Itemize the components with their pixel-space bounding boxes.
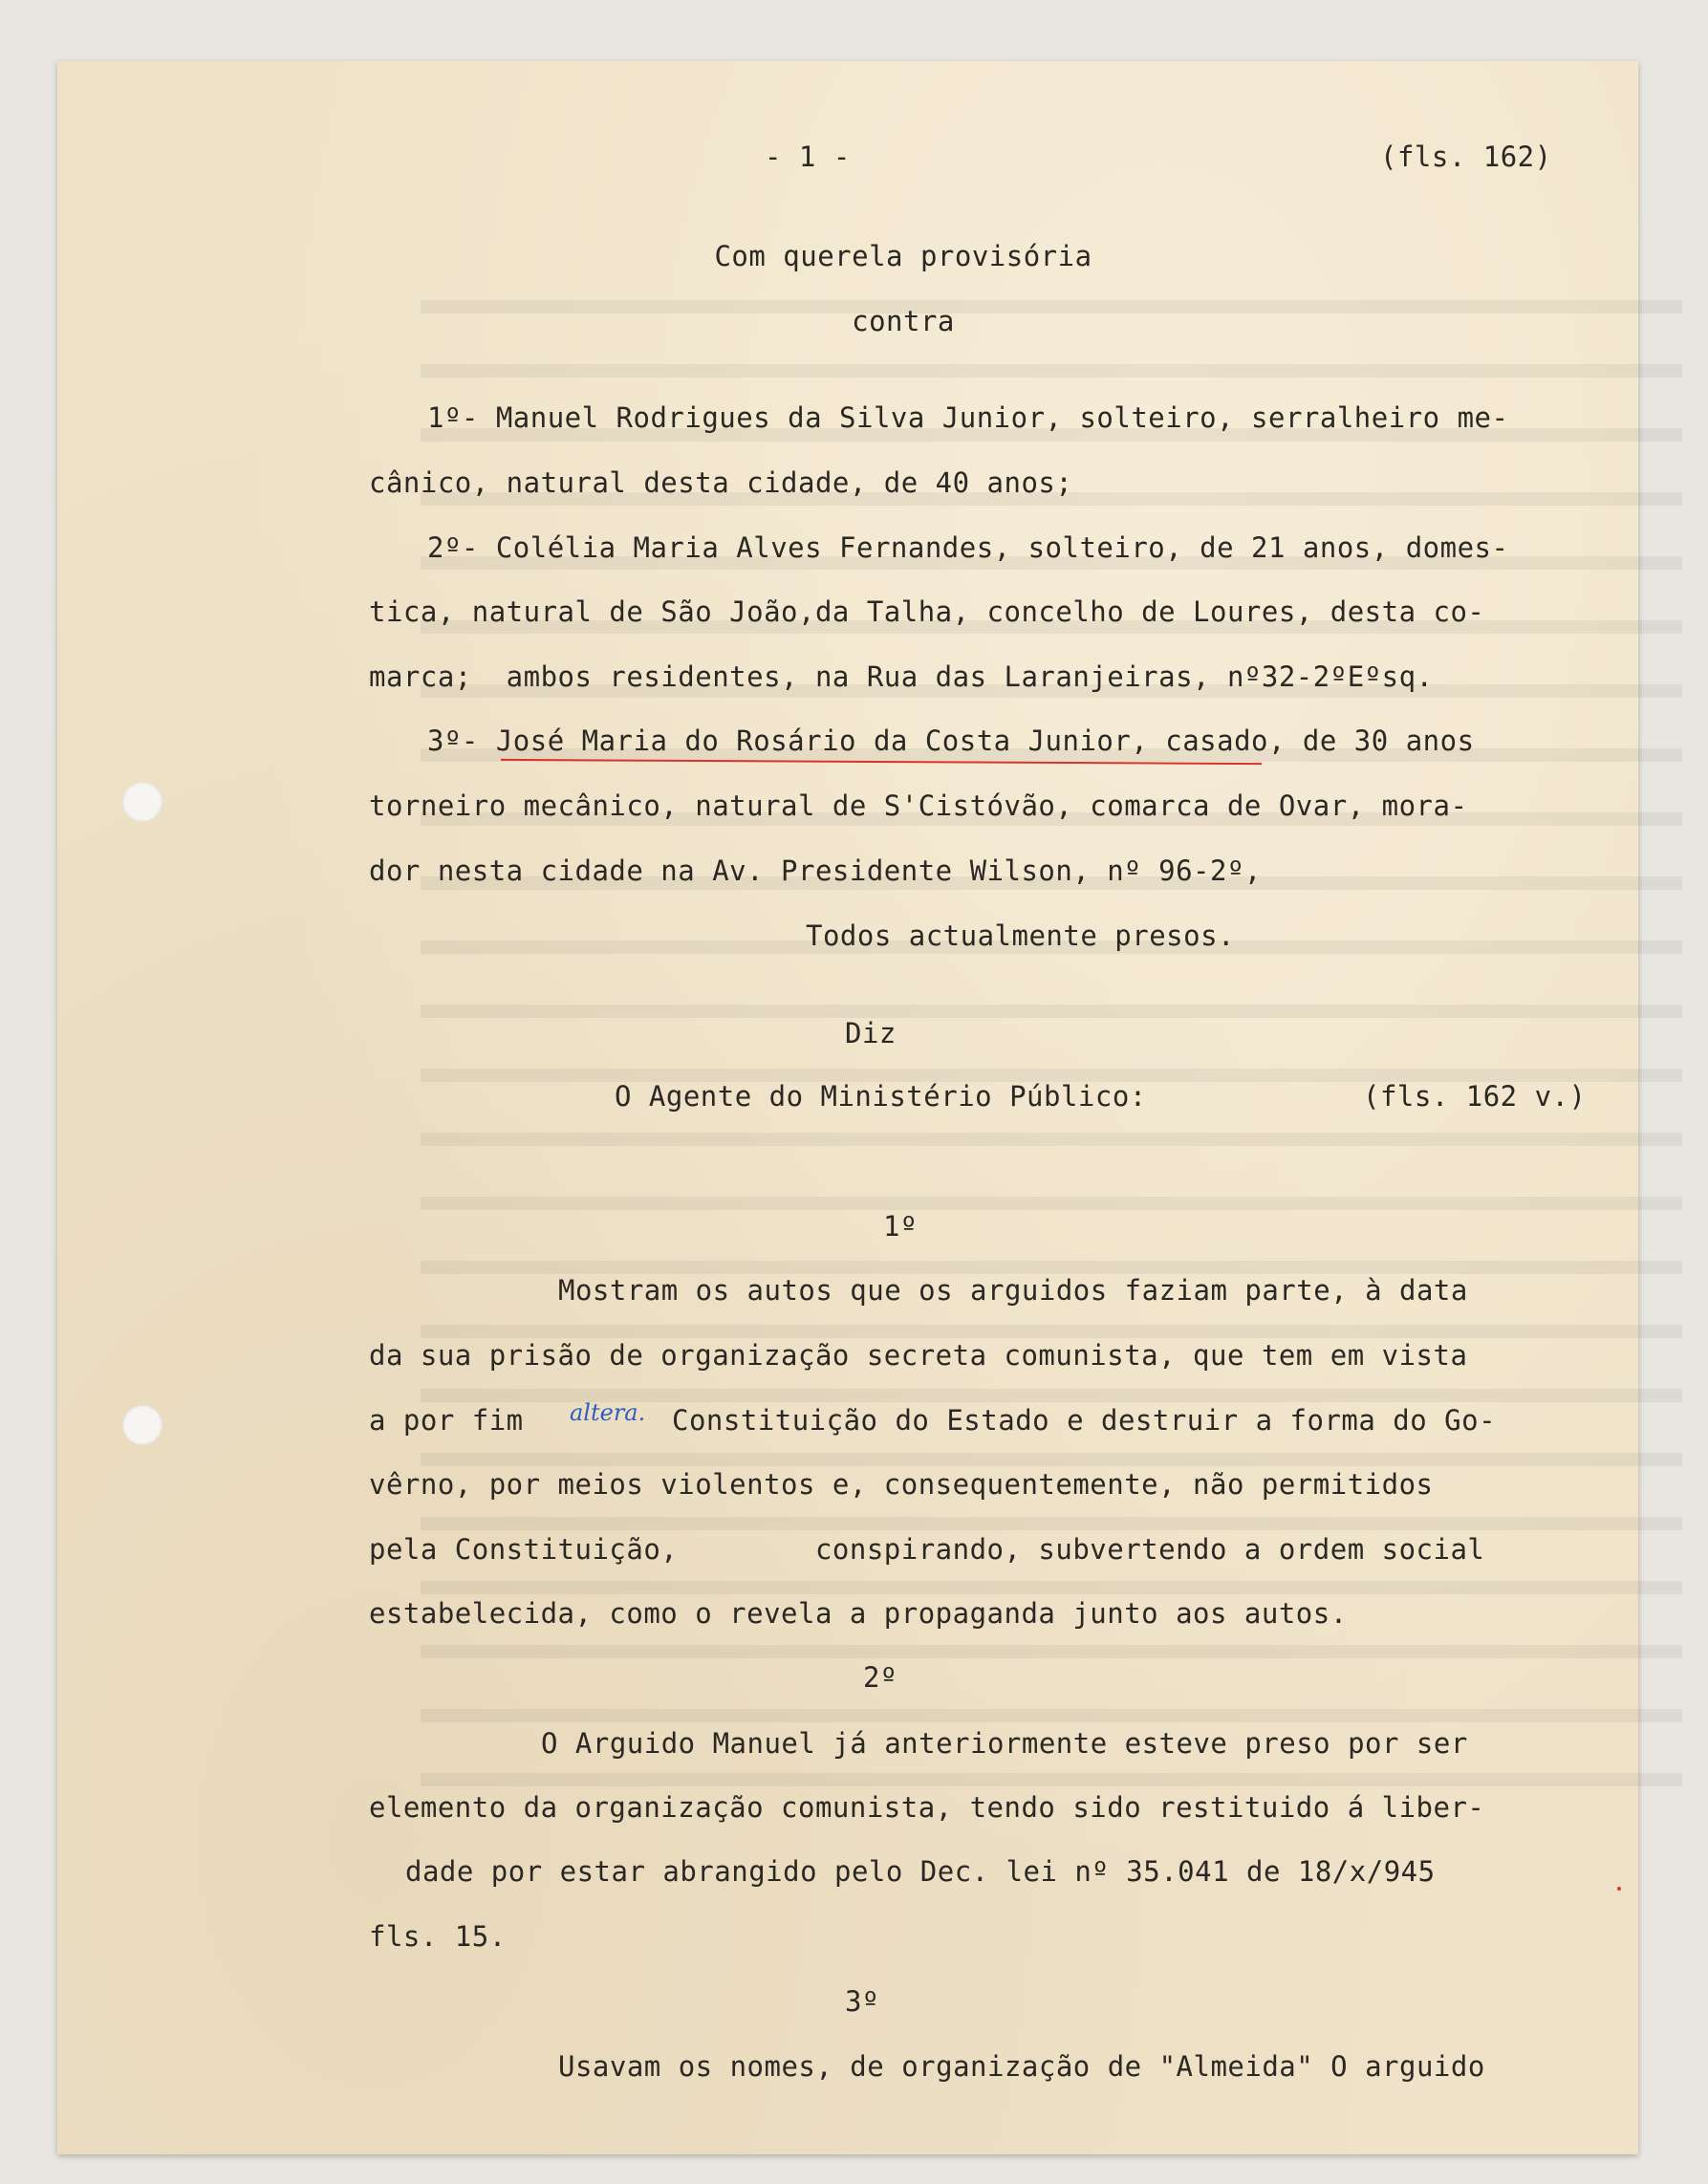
agent-line: O Agente do Ministério Público: — [615, 1080, 1147, 1113]
section-1-number: 1º — [883, 1210, 918, 1243]
red-mark — [1617, 1887, 1621, 1891]
section-2-line-1: O Arguido Manuel já anteriormente esteve preso por ser — [541, 1727, 1468, 1760]
document-subtitle: contra — [852, 305, 955, 337]
punch-hole-bottom — [122, 1405, 162, 1445]
defendant-1-line-2: cânico, natural desta cidade, de 40 anos; — [369, 466, 1073, 499]
section-1-line-3b: Constituição do Estado e destruir a forma do Go- — [672, 1404, 1497, 1437]
diz-heading: Diz — [845, 1017, 897, 1049]
punch-hole-top — [122, 782, 162, 822]
folio-reference: (fls. 162) — [1380, 141, 1552, 173]
defendant-2-line-1: 2º- Colélia Maria Alves Fernandes, solteiro, de 21 anos, domes- — [427, 531, 1509, 564]
section-2-line-4: fls. 15. — [369, 1920, 507, 1953]
defendant-2-line-3: marca; ambos residentes, na Rua das Laranjeiras, nº32-2ºEºsq. — [369, 660, 1434, 693]
handwritten-insertion: altera. — [570, 1399, 646, 1426]
section-2-line-2: elemento da organização comunista, tendo sido restituido á liber- — [369, 1791, 1485, 1824]
section-1-line-4: vêrno, por meios violentos e, consequentemente, não permitidos — [369, 1468, 1434, 1501]
section-1-line-6: estabelecida, como o revela a propaganda junto aos autos. — [369, 1597, 1348, 1630]
page-number: - 1 - — [765, 141, 851, 173]
section-2-line-3: dade por estar abrangido pelo Dec. lei nº 35.041 de 18/x/945 — [405, 1855, 1436, 1888]
section-3-line-1: Usavam os nomes, de organização de "Almeida" O arguido — [558, 2050, 1485, 2083]
section-1-line-5: pela Constituição, conspirando, subvertendo a ordem social — [369, 1533, 1485, 1566]
document-title: Com querela provisória — [714, 240, 1092, 272]
section-1-line-3a: a por fim — [369, 1404, 524, 1437]
status-line: Todos actualmente presos. — [806, 919, 1235, 952]
agent-folio: (fls. 162 v.) — [1363, 1080, 1587, 1113]
section-1-line-1: Mostram os autos que os arguidos faziam parte, à data — [558, 1274, 1468, 1307]
defendant-1-line-1: 1º- Manuel Rodrigues da Silva Junior, solteiro, serralheiro me- — [427, 401, 1509, 434]
defendant-3-line-1: 3º- José Maria do Rosário da Costa Junior, casado, de 30 anos — [427, 724, 1475, 757]
section-1-line-2: da sua prisão de organização secreta comunista, que tem em vista — [369, 1339, 1468, 1372]
defendant-2-line-2: tica, natural de São João,da Talha, concelho de Loures, desta co- — [369, 595, 1485, 628]
defendant-3-line-2: torneiro mecânico, natural de S'Cistóvão, comarca de Ovar, mora- — [369, 789, 1468, 822]
defendant-3-line-3: dor nesta cidade na Av. Presidente Wilson, nº 96-2º, — [369, 854, 1262, 887]
section-3-number: 3º — [845, 1985, 879, 2018]
section-2-number: 2º — [863, 1661, 897, 1694]
